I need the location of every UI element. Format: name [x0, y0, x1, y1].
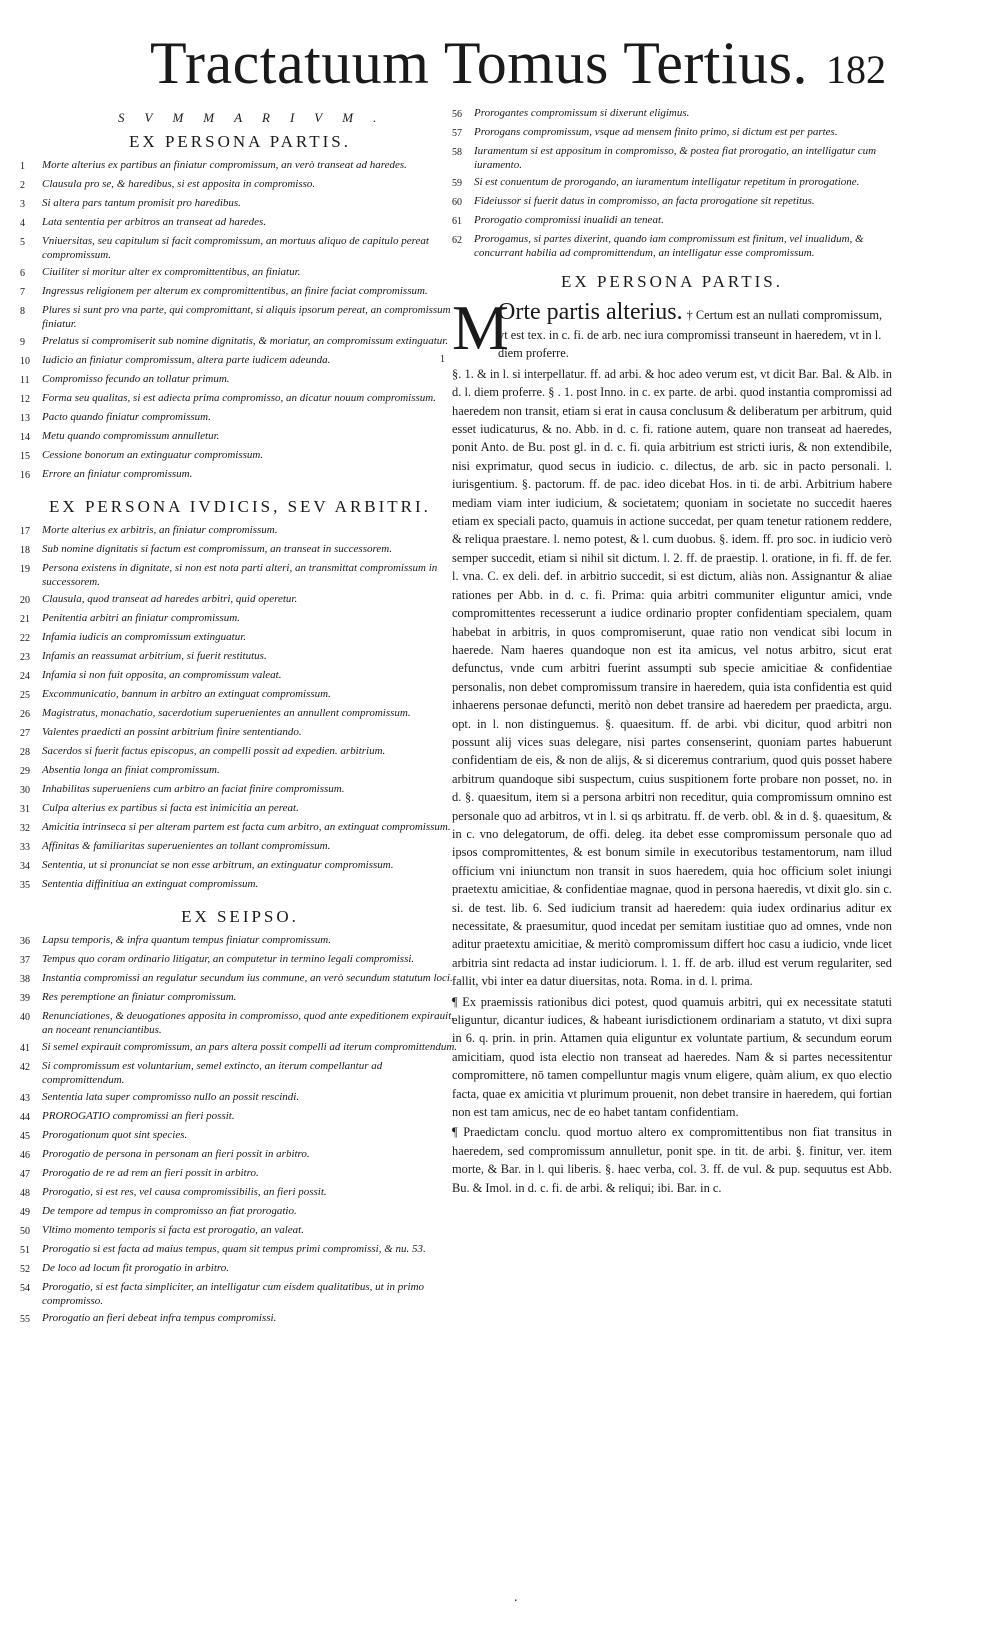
item-number: 40: [20, 1012, 30, 1023]
item-number: 4: [20, 218, 25, 229]
summary-item: [20, 1059, 460, 1087]
item-number: 19: [20, 564, 30, 575]
summary-item: [20, 523, 460, 539]
item-number: 31: [20, 804, 30, 815]
item-number: 20: [20, 595, 30, 606]
summary-item: [452, 175, 892, 191]
summary-item: [20, 971, 460, 987]
item-number: 12: [20, 394, 30, 405]
summary-item: [20, 1261, 460, 1277]
item-text: Prorogatio de re ad rem an fieri possit in arbitro.: [42, 1167, 259, 1179]
summary-item: [20, 877, 460, 893]
item-text: Compromisso fecundo an tollatur primum.: [42, 373, 230, 385]
item-number: 42: [20, 1062, 30, 1073]
summary-item: [20, 801, 460, 817]
item-text: Res peremptione an finiatur compromissum.: [42, 991, 237, 1003]
item-number: 62: [452, 235, 462, 246]
summary-item: [20, 1204, 460, 1220]
summary-item: [20, 284, 460, 300]
summary-item: [20, 429, 460, 445]
item-text: Valentes praedicti an possint arbitrium finire sententiando.: [42, 726, 302, 738]
summary-item: [20, 630, 460, 646]
item-number: 10: [20, 356, 30, 367]
summary-item: [20, 334, 460, 350]
item-text: Si est conuentum de prorogando, an iuramentum intelligatur repetitum in prorogatione.: [474, 176, 860, 188]
summary-item: [20, 858, 460, 874]
summary-item: [20, 158, 460, 174]
item-text: Amicitia intrinseca si per alteram partem est facta cum arbitro, an extinguat compromissum.: [42, 821, 451, 833]
item-text: Prorogationum quot sint species.: [42, 1129, 188, 1141]
item-text: Vniuersitas, seu capitulum si facit compromissum, an mortuus aliquo de capitulo pereat compromissum.: [42, 235, 429, 261]
summary-item: [20, 1185, 460, 1201]
item-text: Si altera pars tantum promisit pro haredibus.: [42, 197, 241, 209]
margin-marker: 1: [440, 354, 445, 365]
summary-item: [20, 933, 460, 949]
right-column: [452, 106, 892, 1197]
summary-item: [20, 372, 460, 388]
summary-item: [20, 1311, 460, 1327]
item-number: 17: [20, 526, 30, 537]
item-text: Prorogatio de persona in personam an fieri possit in arbitro.: [42, 1148, 310, 1160]
item-text: Si semel expirauit compromissum, an pars altera possit compelli ad iterum compromittendum.: [42, 1041, 458, 1053]
summary-item: [20, 687, 460, 703]
item-number: 57: [452, 128, 462, 139]
lead-title: Orte partis alterius.: [498, 299, 683, 325]
item-number: 3: [20, 199, 25, 210]
summary-item: [20, 196, 460, 212]
summary-item: [20, 353, 460, 369]
item-number: 33: [20, 842, 30, 853]
item-number: 32: [20, 823, 30, 834]
item-number: 30: [20, 785, 30, 796]
item-number: 39: [20, 993, 30, 1004]
item-text: Inhabilitas superueniens cum arbitro an faciat finire compromissum.: [42, 783, 345, 795]
summary-item: [20, 611, 460, 627]
summary-item: [20, 215, 460, 231]
item-number: 48: [20, 1188, 30, 1199]
item-text: Forma seu qualitas, si est adiecta prima compromisso, an dicatur nouum compromissum.: [42, 392, 436, 404]
item-text: Ingressus religionem per alterum ex compromittentibus, an finire faciat compromissum.: [42, 285, 428, 297]
item-text: De tempore ad tempus in compromisso an fiat prorogatio.: [42, 1205, 297, 1217]
item-number: 11: [20, 375, 30, 386]
item-number: 49: [20, 1207, 30, 1218]
item-number: 60: [452, 197, 462, 208]
summary-item: [20, 1090, 460, 1106]
item-number: 34: [20, 861, 30, 872]
summary-item: [20, 763, 460, 779]
summary-item: [20, 1040, 460, 1056]
item-number: 38: [20, 974, 30, 985]
item-text: Clausula pro se, & haredibus, si est apposita in compromisso.: [42, 178, 316, 190]
item-number: 8: [20, 306, 25, 317]
body-paragraph: ¶ Ex praemissis rationibus dici potest, quod quamuis arbitri, qui ex necessitate statuti eliguntur, dicantur iudices, & habeant iurisdictionem ordinariam a statuto, vt dixi supra in 6. q. prin. in prin. Attamen quia eliguntur ex voluntate partium, & secundum eorum amicitiam, quod ista electio non transeat ad haeredes. Nam & si partes necessitentur compromittere, nō tamen compelluntur magis vnum eligere, quàm alium, ex quo electio facta, quae ex amicitia vt plurimum prouenit, non debet transire in haeredem, qui fortian non est tam amicus, nec de eo habet tantam confidentiam.: [452, 994, 892, 1120]
summary-item: [452, 232, 892, 260]
item-number: 36: [20, 936, 30, 947]
item-text: Renunciationes, & deuogationes apposita in compromisso, quod ante expeditionem expirauit, an noceant renunciantibus.: [42, 1010, 455, 1036]
item-text: Lata sententia per arbitros an transeat ad haredes.: [42, 216, 267, 228]
item-number: 47: [20, 1169, 30, 1180]
item-number: 6: [20, 268, 25, 279]
item-number: 5: [20, 237, 25, 248]
summary-item: [20, 448, 460, 464]
item-text: Errore an finiatur compromissum.: [42, 468, 193, 480]
item-text: Prorogamus, si partes dixerint, quando iam compromissum est finitum, vel inualidum, & concurrant habilia ad compromittendum, an intelligatur esse compromissum.: [474, 233, 864, 259]
item-number: 52: [20, 1264, 30, 1275]
item-text: Penitentia arbitri an finiatur compromissum.: [42, 612, 240, 624]
summary-item: [452, 144, 892, 172]
item-number: 22: [20, 633, 30, 644]
item-text: Si compromissum est voluntarium, semel extincto, an iterum compellantur ad compromittendum.: [42, 1060, 383, 1086]
item-number: 41: [20, 1043, 30, 1054]
item-text: Sententia lata super compromisso nullo an possit rescindi.: [42, 1091, 300, 1103]
item-text: Affinitas & familiaritas superuenientes an tollant compromissum.: [42, 840, 331, 852]
item-text: Prorogatio, si est facta simpliciter, an intelligatur cum eisdem qualitatibus, ut in primo compromisso.: [42, 1281, 425, 1307]
item-text: Prorogantes compromissum si dixerunt eligimus.: [474, 107, 690, 119]
item-text: Prorogatio, si est res, vel causa compromissibilis, an fieri possit.: [42, 1186, 327, 1198]
item-number: 37: [20, 955, 30, 966]
item-text: Persona existens in dignitate, si non est nota parti alteri, an transmittat compromissum in successorem.: [42, 562, 438, 588]
item-text: De loco ad locum fit prorogatio in arbitro.: [42, 1262, 229, 1274]
item-number: 7: [20, 287, 25, 298]
item-text: Prorogatio si est facta ad maius tempus, quam sit tempus primi compromissi, & nu. 53.: [42, 1243, 426, 1255]
section-heading: EX PERSONA PARTIS.: [561, 272, 783, 291]
item-text: Prorogatio an fieri debeat infra tempus compromissi.: [42, 1312, 277, 1324]
page-number: 182: [826, 47, 886, 92]
item-text: Lapsu temporis, & infra quantum tempus finiatur compromissum.: [42, 934, 331, 946]
summary-item: [452, 125, 892, 141]
lead-paragraph: [452, 292, 892, 363]
item-text: Prorogans compromissum, vsque ad mensem finito primo, si dictum est per partes.: [474, 126, 838, 138]
item-number: 18: [20, 545, 30, 556]
section-heading: EX PERSONA PARTIS.: [129, 132, 351, 151]
summary-list-continued: [452, 106, 892, 260]
item-text: Sententia, ut si pronunciat se non esse arbitrum, an extinguatur compromissum.: [42, 859, 394, 871]
item-text: Vltimo momento temporis si facta est prorogatio, an valeat.: [42, 1224, 304, 1236]
item-text: Absentia longa an finiat compromissum.: [42, 764, 220, 776]
body-paragraph: §. 1. & in l. si interpellatur. ff. ad arbi. & hoc adeo verum est, vt dicit Bar. Bal. & Alb. in d. l. diem proferre. § . 1. post Inno. in c. ex parte. de arbi. quod instantia compromissi ad haeredem non transit, etiam si erat in causa conclusum & deliberatum per arbitrum, quid esset iudicaturus, & no. Abb. in d. c. fi. ratione autem, quare non transeat ad haeredes, ponit Anto. de Bu. post gl. in d. c. fi. quia arbitrium est stricti iuris, & non extendibile, nisi exprimatur, quod secus in iudicio. c. dilectus, de arb. sic in pacto personali. l. iurisgentium. §. pactorum. ff. de pac. ideo dicebat Hos. in ti. de arbi. Arbitrium habere mediam viam inter iudicium, & societatem; quoniam in societate no succedit haeres etiam ex speciali pacto, quamuis in actione succedat, per quam tenetur rationem reddere, & reliqua praestare. l. nemo potest, & l. cum duobus. §. idem. ff. pro soc. in iudicio verò semper succedit, etiam si nihil sit dictum. l. 2. ff. de praestip. l. oratione, in fi. ff. de fer. l. vna. C. ex deli. def. in arbitrio succedit, si est dictum, aliàs non. Assignantur & aliae rationes per Abb. in d. c. fi. Prima: quia arbitri communiter eliguntur amici, vnde compromittentes recesserunt a iudice ordinario propter confidentiam specialem, quam habebat in arbitris, in quos compromiserunt, quae ratio non vendicat sibi locum in haerede. Nam haeres quandoque non est ita amicus, vel notus arbitro, sicut erat defunctus, vnde cum arbitri fuerint assumpti sub specie amicitiae & confidentiae personalis, non debet compromissum transire in haeredem, quia ista confidentia est quid inhaerens personae defuncti, meritò non debet transire ad haeredem per praedicta, argu. opt. in l. non distinguemus. §. quaesitum. ff. de arbi. vbi dicitur, quod arbitri non possunt alij vices suas delegare, nisi partes consenserint, quoniam partes habuerunt confidentiam de eis, & non de alijs, & si diceremus contrarium, quod quis posset habere arbitrum quandoque sibi suspectum, cuius suspitionem forte probare non posset, no. in d. §. quaesitum, item si a persona arbitri non receditur, quia compromissum omnino est personale quo ad arbitros, vt in l. si qs arbitratu. ff. de verb. obl. & in d. §. quaesitum, & in c. vno delegatorum, de offi. deleg. ita debet esse compromissum personale quo ad ipsos compromittentes, & est bonum simile in executoribus testamentorum, nam illud officium vni iniunctum non transit in suos haeredem, quia hoc officium solet iniungi praetextu amicitiae, & confidentiae magnae, quod in persona haeredis, vt dixit glo. sin c. si. de test. lib. 6. Sed iudicium transit ad haeredem: quia iudex ordinarius aditur ex necessitate, & praesumitur, quod incedat per semitam iustitiae quo ad omnes, vnde non aditur praetextu amicitiae, & meritò compromissum differt hoc casu a iudicio, vnde licet arbitria sint redacta ad instar iudiciorum. l. 1. ff. de arb. illud est verum regulariter, sed fallit, vbi inter ea datur diuersitas, nota. Roma. in d. l. prima.: [452, 366, 892, 989]
summary-item: [20, 839, 460, 855]
item-number: 21: [20, 614, 30, 625]
item-number: 45: [20, 1131, 30, 1142]
summary-item: [20, 1166, 460, 1182]
item-number: 25: [20, 690, 30, 701]
page-title: Tractatuum Tomus Tertius.: [150, 30, 808, 96]
item-text: Metu quando compromissum annulletur.: [42, 430, 220, 442]
summary-item: [20, 649, 460, 665]
item-text: Magistratus, monachatio, sacerdotium superuenientes an annullent compromissum.: [42, 707, 411, 719]
summary-item: [20, 561, 460, 589]
item-number: 28: [20, 747, 30, 758]
item-text: Prorogatio compromissi inualidi an teneat.: [474, 214, 664, 226]
summary-item: [20, 1280, 460, 1308]
item-number: 58: [452, 147, 462, 158]
item-number: 26: [20, 709, 30, 720]
item-text: Culpa alterius ex partibus si facta est inimicitia an pereat.: [42, 802, 299, 814]
left-column: [20, 132, 460, 1330]
item-number: 44: [20, 1112, 30, 1123]
item-text: Infamia si non fuit opposita, an compromissum valeat.: [42, 669, 282, 681]
item-text: Prelatus si compromiserit sub nomine dignitatis, & moriatur, an compromissum extinguatur.: [42, 335, 449, 347]
summary-item: [20, 952, 460, 968]
item-text: Infamis an reassumat arbitrium, si fuerit restitutus.: [42, 650, 267, 662]
item-number: 35: [20, 880, 30, 891]
item-number: 29: [20, 766, 30, 777]
item-text: Plures si sunt pro vna parte, qui compromittant, si aliquis ipsorum pereat, an compromissum finiatur.: [42, 304, 451, 330]
item-number: 59: [452, 178, 462, 189]
item-text: Tempus quo coram ordinario litigatur, an computetur in termino legali compromissi.: [42, 953, 415, 965]
summary-item: [20, 1147, 460, 1163]
summary-item: [20, 303, 460, 331]
item-number: 51: [20, 1245, 30, 1256]
item-number: 23: [20, 652, 30, 663]
item-number: 14: [20, 432, 30, 443]
summary-item: [20, 265, 460, 281]
summary-item: [20, 725, 460, 741]
summary-item: [452, 194, 892, 210]
summary-item: [20, 744, 460, 760]
summary-item: [20, 391, 460, 407]
item-text: Sacerdos si fuerit factus episcopus, an compelli possit ad expedien. arbitrium.: [42, 745, 386, 757]
item-number: 13: [20, 413, 30, 424]
item-text: Excommunicatio, bannum in arbitro an extinguat compromissum.: [42, 688, 331, 700]
summary-item: [20, 990, 460, 1006]
summary-item: [20, 706, 460, 722]
item-text: Pacto quando finiatur compromissum.: [42, 411, 211, 423]
item-text: Clausula, quod transeat ad haredes arbitri, quid operetur.: [42, 593, 298, 605]
summary-item: [20, 234, 460, 262]
section-heading: EX PERSONA IVDICIS, SEV ARBITRI.: [49, 497, 431, 516]
item-number: 15: [20, 451, 30, 462]
item-text: Iuramentum si est appositum in compromisso, & postea fiat prorogatio, an intelligatur cum iuramento.: [474, 145, 877, 171]
summary-item: [452, 213, 892, 229]
summary-item: [20, 467, 460, 483]
item-text: Fideiussor si fuerit datus in compromisso, an facta prorogatione sit repetitus.: [474, 195, 815, 207]
section-heading: EX SEIPSO.: [181, 907, 299, 926]
lead-block: [498, 298, 892, 363]
item-text: Iudicio an finiatur compromissum, altera parte iudicem adeunda.: [42, 354, 331, 366]
item-text: Infamia iudicis an compromissum extinguatur.: [42, 631, 246, 643]
item-number: 61: [452, 216, 462, 227]
section-persona-iudicis: [20, 497, 460, 893]
item-text: Sententia diffinitiua an extinguat compromissum.: [42, 878, 259, 890]
item-number: 43: [20, 1093, 30, 1104]
item-number: 16: [20, 470, 30, 481]
item-number: 27: [20, 728, 30, 739]
summary-item: [20, 1242, 460, 1258]
summary-item: [20, 820, 460, 836]
item-text: Cessione bonorum an extinguatur compromissum.: [42, 449, 264, 461]
item-number: 24: [20, 671, 30, 682]
item-number: 46: [20, 1150, 30, 1161]
item-number: 56: [452, 109, 462, 120]
summary-list: [20, 523, 460, 893]
item-number: 55: [20, 1314, 30, 1325]
footer-mark: .: [514, 1590, 518, 1605]
item-number: 54: [20, 1283, 30, 1294]
item-text: Sub nomine dignitatis si factum est compromissum, an transeat in successorem.: [42, 543, 392, 555]
item-number: 2: [20, 180, 25, 191]
summary-item: [20, 592, 460, 608]
summary-item: [20, 1223, 460, 1239]
summary-list: [20, 933, 460, 1327]
item-text: Ciuiliter si moritur alter ex compromittentibus, an finiatur.: [42, 266, 301, 278]
item-number: 1: [20, 161, 25, 172]
drop-cap: M: [452, 292, 509, 363]
body-paragraph: ¶ Praedictam conclu. quod mortuo altero ex compromittentibus non fiat transitus in haeredem, sed compromissum annulletur, ponit spe. in tit. de arbi. §. finitur, ver. item morte, & Bar. in l. qui liberis. §. haec verba, col. 3. ff. de vul. & pup. sequutus est Abb. Bu. & Imol. in d. c. fi. de arbi. & reliqui; ibi. Bar. in c.: [452, 1125, 892, 1195]
item-text: Instantia compromissi an regulatur secundum ius commune, an verò secundum statutum loci.: [42, 972, 453, 984]
summary-item: [452, 106, 892, 122]
lead-text: † Certum est an nullati compromissum, vt est tex. in c. fi. de arb. nec iura compromissi transeunt in haeredem, vt in l. diem proferre.: [498, 308, 883, 361]
summary-item: [20, 410, 460, 426]
summary-list: [20, 158, 460, 483]
summary-item: [20, 782, 460, 798]
summary-item: [20, 1109, 460, 1125]
summary-item: [20, 1009, 460, 1037]
summary-heading: SVMMARIVM.: [118, 110, 397, 125]
summary-item: [20, 1128, 460, 1144]
summary-item: [20, 177, 460, 193]
item-text: Morte alterius ex arbitris, an finiatur compromissum.: [42, 524, 278, 536]
summary-item: [20, 542, 460, 558]
section-ex-seipso: [20, 907, 460, 1327]
item-number: 9: [20, 337, 25, 348]
section-persona-partis: [20, 132, 460, 483]
item-text: Morte alterius ex partibus an finiatur compromissum, an verò transeat ad haredes.: [42, 159, 407, 171]
item-text: PROROGATIO compromissi an fieri possit.: [42, 1110, 235, 1122]
item-number: 50: [20, 1226, 30, 1237]
summary-item: [20, 668, 460, 684]
